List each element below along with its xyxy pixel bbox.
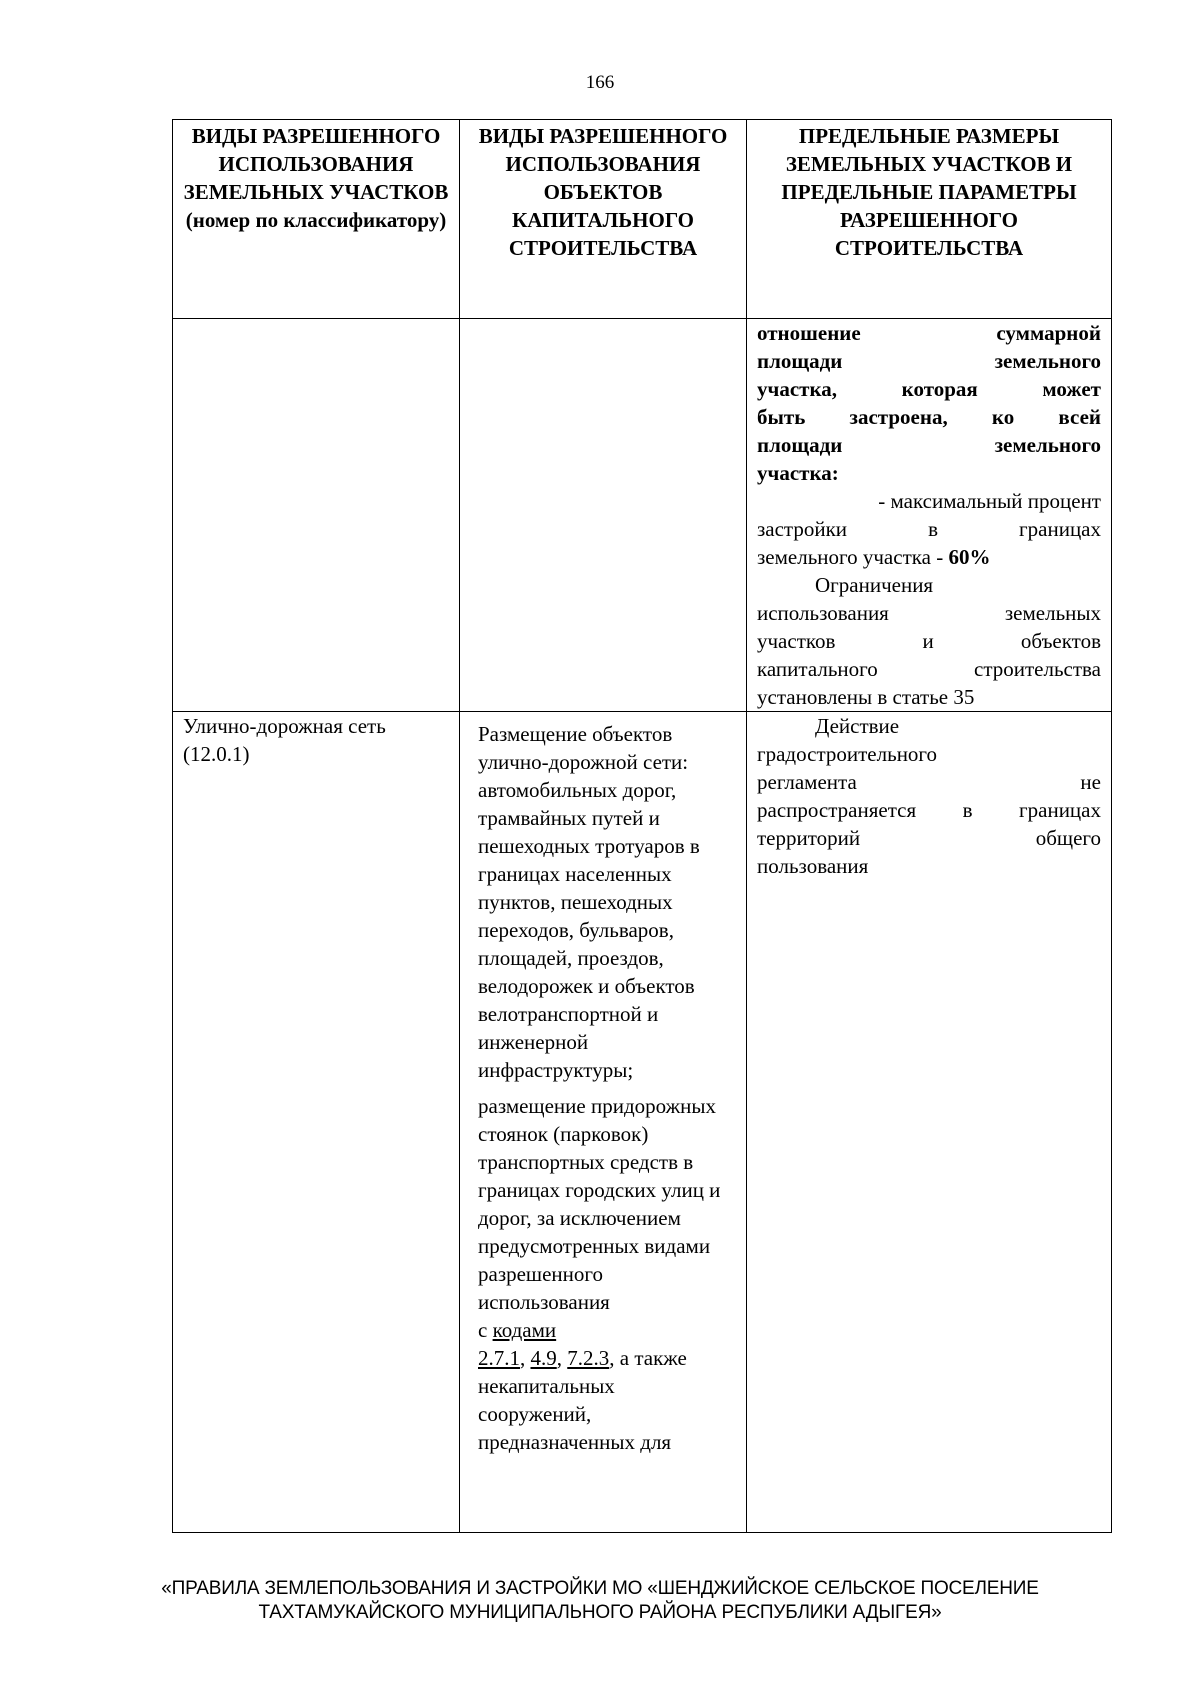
header-land-use-title: ВИДЫ РАЗРЕШЕННОГО ИСПОЛЬЗОВАНИЯ ЗЕМЕЛЬНЫХ УЧАСТКОВ [183, 124, 449, 204]
construction-description-paragraph: Размещение объектов улично-дорожной сети: автомобильных дорог, трамвайных путей и пешеходных тротуаров в границах населенных пунктов, пешеходных переходов, бульваров, площадей, проездов, велодорожек и объектов велотранспортной и инженерной инфраструктуры; [478, 722, 700, 1082]
code-link-2-7-1[interactable]: 2.7.1 [478, 1346, 520, 1370]
header-cell-limits [747, 120, 1112, 319]
footer-line: ТАХТАМУКАЙСКОГО МУНИЦИПАЛЬНОГО РАЙОНА РЕСПУБЛИКИ АДЫГЕЯ» [258, 1602, 942, 1623]
codes-separator: , [556, 1346, 568, 1370]
page-number: 166 [585, 72, 615, 93]
header-cell-construction-use [460, 120, 747, 319]
restrictions-line: установлены в статье 35 [757, 685, 975, 709]
restrictions-line: капитального строительства [757, 657, 1101, 681]
coverage-text-line: быть застроена, ко всей [757, 405, 1101, 429]
codes-separator: , [520, 1346, 531, 1370]
row1-land-use-cell [173, 319, 460, 712]
table-row [173, 319, 1112, 712]
restrictions-line: участков и объектов [757, 629, 1101, 653]
code-link-4-9[interactable]: 4.9 [530, 1346, 557, 1370]
max-coverage-line: - максимальный процент [878, 489, 1101, 513]
regulation-line: градостроительного [757, 742, 938, 766]
coverage-text-line: площади земельного [757, 433, 1101, 457]
row2-land-use-cell [173, 712, 460, 1533]
construction-codes-line [478, 1316, 728, 1456]
regulation-line: Действие [815, 714, 900, 738]
coverage-text-line: отношение суммарной [757, 321, 1101, 345]
regulation-line: распространяется в границах [757, 798, 1101, 822]
max-coverage-value: 60% [948, 545, 991, 569]
coverage-text-line: участка, которая может [757, 377, 1101, 401]
header-cell-land-use [173, 120, 460, 319]
header-construction-use-title: ВИДЫ РАЗРЕШЕННОГО ИСПОЛЬЗОВАНИЯ ОБЪЕКТОВ КАПИТАЛЬНОГО СТРОИТЕЛЬСТВА [478, 124, 728, 260]
construction-description-paragraph: размещение придорожных стоянок (парковок) транспортных средств в границах городских улиц и дорог, за исключением предусмотренных видами разрешенного использования [478, 1094, 721, 1314]
land-use-name: Улично-дорожная сеть [183, 714, 386, 738]
coverage-text-line: участка: [757, 461, 839, 485]
regulation-line: регламента не [757, 770, 1101, 794]
header-land-use-subtitle: (номер по классификатору) [185, 208, 447, 232]
restrictions-line: использования земельных [757, 601, 1101, 625]
document-footer [0, 1577, 1200, 1625]
max-coverage-value-line [757, 543, 1101, 571]
coverage-text-line: площади земельного [757, 349, 1101, 373]
codes-tail: , а также некапитальных сооружений, предназначенных для [478, 1346, 687, 1454]
land-use-code: (12.0.1) [183, 742, 250, 766]
row1-limits-cell [747, 319, 1112, 712]
table-header-row [173, 120, 1112, 319]
codes-prefix: с [478, 1318, 493, 1342]
max-coverage-line: застройки в границах [757, 517, 1101, 541]
header-limits-title: ПРЕДЕЛЬНЫЕ РАЗМЕРЫ ЗЕМЕЛЬНЫХ УЧАСТКОВ И ПРЕДЕЛЬНЫЕ ПАРАМЕТРЫ РАЗРЕШЕННОГО СТРОИТЕЛЬСТВА [781, 124, 1077, 260]
code-link-7-2-3[interactable]: 7.2.3 [567, 1346, 610, 1370]
restrictions-line: Ограничения [815, 573, 934, 597]
regulations-table [172, 119, 1112, 1533]
regulation-line: территорий общего [757, 826, 1101, 850]
row2-limits-cell [747, 712, 1112, 1533]
row1-construction-cell [460, 319, 747, 712]
codes-link[interactable]: кодами [492, 1318, 557, 1342]
footer-line: «ПРАВИЛА ЗЕМЛЕПОЛЬЗОВАНИЯ И ЗАСТРОЙКИ МО «ШЕНДЖИЙСКОЕ СЕЛЬСКОЕ ПОСЕЛЕНИЕ [161, 1578, 1039, 1599]
regulation-line: пользования [757, 854, 869, 878]
row2-construction-cell [460, 712, 747, 1533]
max-coverage-label: земельного участка - [757, 545, 949, 569]
table-row [173, 712, 1112, 1533]
